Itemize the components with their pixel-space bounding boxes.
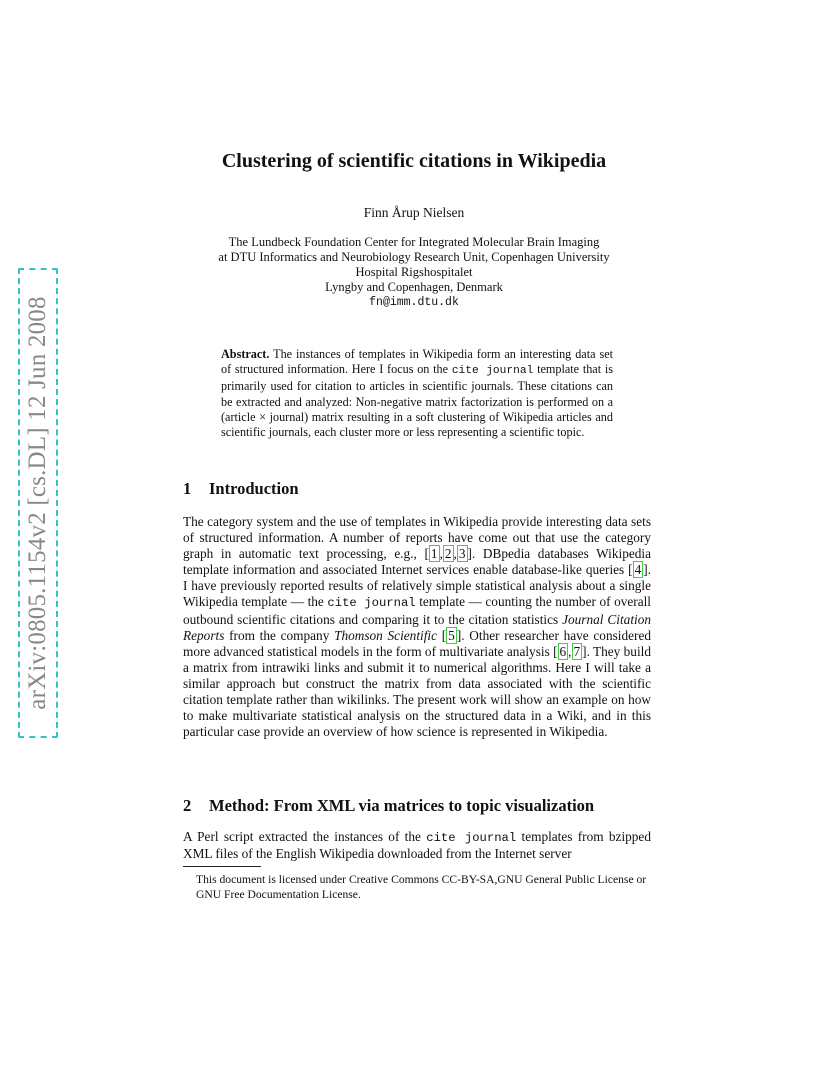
section-number: 2 [183, 796, 192, 815]
affiliation-line: The Lundbeck Foundation Center for Integrated Molecular Brain Imaging [228, 235, 600, 249]
section-heading-introduction [183, 479, 299, 499]
paragraph-text: The category system and the use of templates in Wikipedia provide interesting data sets of structured information. A number of reports have come out that use the category graph in automatic text processing, e.g., [ [183, 514, 651, 562]
abstract-text: template that is primarily used for citation to articles in scientific journals. These citations can be extracted and analyzed: Non-negative matrix factorization is performed on a (article × journal) matrix resulting in a soft clustering of Wikipedia articles and scientific journals, each cluster more or less representing a scientific topic. [221, 362, 613, 440]
emphasis: Thomson Scientific [334, 627, 438, 643]
arxiv-stamp-text: arXiv:0805.1154v2 [cs.DL] 12 Jun 2008 [24, 296, 51, 710]
citation-link[interactable]: 1 [430, 546, 438, 562]
footnote-rule [183, 866, 261, 867]
abstract-text: The instances of templates in Wikipedia form an interesting data set of structured information. Here I focus on the [221, 347, 613, 377]
paragraph-text: ]. I have previously reported results of relatively simple statistical analysis about a single Wikipedia template — the [183, 562, 651, 610]
method-paragraph [183, 829, 651, 862]
section-title: Introduction [209, 479, 299, 498]
section-number: 1 [183, 479, 192, 498]
citation-link[interactable]: 7 [573, 643, 581, 659]
abstract [221, 347, 613, 440]
section-title: Method: From XML via matrices to topic visualization [209, 796, 595, 815]
inline-code: cite journal [426, 831, 517, 845]
affiliation-block [0, 235, 828, 310]
author-name: Finn Årup Nielsen [363, 205, 465, 220]
citation-link[interactable]: 4 [634, 562, 642, 578]
abstract-label: Abstract. [221, 347, 270, 361]
author-email[interactable]: fn@imm.dtu.dk [369, 296, 459, 309]
paragraph-text: A Perl script extracted the instances of the [183, 829, 421, 844]
introduction-paragraph: The category system and the use of templates in Wikipedia provide interesting data sets of structured information. A number of reports have come out that use the category graph in automatic text processing, e.g., [ 1 , 2 , 3 ]. DBpedia databases Wikipedia template information and associated Internet services enable database-like queries [ 4 ]. I have previously reported results of relatively simple statistical analysis about a single Wikipedia template — the cite journal template — counting the number of overall outbound scientific citations and comparing it to the citation statistics Journal Citation Reports from the company Thomson Scientific [ 5 ]. Other researcher have considered more advanced statistical models in the form of multivariate analysis [ 6 , 7 ]. They build a matrix from intrawiki links and submit it to numerical algorithms. Here I will take a similar approach but construct the matrix from data associated with the scientific citation template rather than wikilinks. The present work will show an example on how to make multivariate statistical analysis on the structured data in a Wiki, and in this particular case provide an overview of how science is represented in Wikipedia. [183, 514, 652, 740]
paragraph-text: templates from bzipped XML files of the English Wikipedia downloaded from the Internet server [183, 829, 651, 862]
citation-link[interactable]: 2 [444, 546, 452, 562]
paragraph-text: ]. They build a matrix from intrawiki links and submit it to numerical algorithms. Here I will take a similar approach but construct the matrix from data associated with the scientific citation template rather than wikilinks. The present work will show an example on how to make multivariate statistical analysis on the structured data in a Wiki, and in this particular case provide an overview of how science is represented in Wikipedia. [183, 643, 651, 740]
paragraph-text: ]. Other researcher have considered more advanced statistical models in the form of multivariate analysis [ [183, 627, 652, 659]
paragraph-text: [ [441, 627, 447, 643]
citation-link[interactable]: 3 [458, 546, 466, 562]
arxiv-stamp [18, 268, 58, 738]
citation-link[interactable]: 6 [559, 643, 567, 659]
footnote: This document is licensed under Creative Commons CC-BY-SA,GNU General Public License or GNU Free Documentation License. [196, 873, 647, 901]
affiliation-line: at DTU Informatics and Neurobiology Research Unit, Copenhagen University [218, 250, 610, 264]
emphasis: Journal Citation Reports [183, 611, 652, 643]
inline-code: cite journal [327, 596, 416, 611]
affiliation-line: Hospital Rigshospitalet [355, 265, 473, 279]
paragraph-text: from the company [229, 627, 330, 643]
section-heading-method [183, 796, 594, 816]
paragraph-text: template — counting the number of overall outbound scientific citations and comparing it to the citation statistics [183, 594, 651, 627]
paragraph-text: ]. DBpedia databases Wikipedia template information and associated Internet services enable database-like queries [ [183, 546, 651, 578]
citation-link[interactable]: 5 [448, 627, 455, 643]
paper-title: Clustering of scientific citations in Wikipedia [221, 150, 607, 172]
abstract-code: cite journal [451, 365, 534, 378]
affiliation-line: Lyngby and Copenhagen, Denmark [325, 280, 503, 294]
